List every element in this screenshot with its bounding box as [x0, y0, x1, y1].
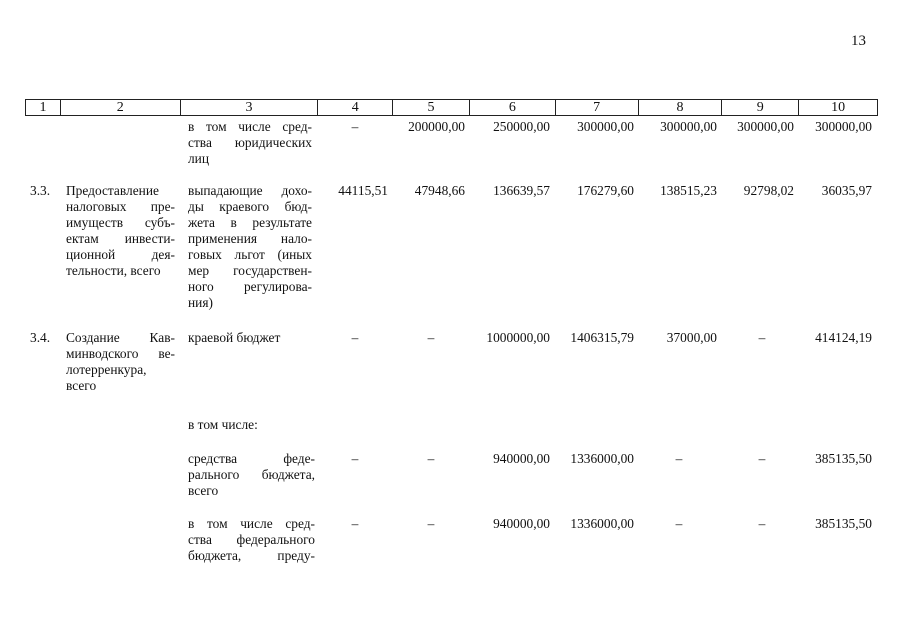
row-4-col-9: –	[758, 451, 766, 466]
desc-line: ства федерального	[188, 532, 315, 547]
header-col-4: 4	[318, 100, 393, 115]
desc-line: всего	[188, 483, 219, 498]
name-line: Предоставление	[66, 183, 159, 198]
row-5-col-10: 385135,50	[815, 516, 872, 531]
desc-line: рального бюджета,	[188, 467, 315, 482]
header-col-1: 1	[26, 100, 61, 115]
row-4-col-7: 1336000,00	[570, 451, 634, 466]
desc-line: ного регулирова-	[188, 279, 312, 294]
header-col-2: 2	[61, 100, 181, 115]
row-2-col-8: 37000,00	[666, 330, 717, 345]
name-line: имуществ субъ-	[66, 215, 175, 230]
name-line: тельности, всего	[66, 263, 161, 278]
header-col-5: 5	[393, 100, 470, 115]
name-line: налоговых пре-	[66, 199, 175, 214]
row-1-col-10: 36035,97	[821, 183, 872, 198]
row-1-number: 3.3.	[30, 183, 51, 198]
row-5-col-9: –	[758, 516, 766, 531]
row-0-col-9: 300000,00	[737, 119, 794, 134]
row-2-col-6: 1000000,00	[486, 330, 550, 345]
desc-line: жета в результате	[188, 215, 312, 230]
row-5-col-5: –	[427, 516, 435, 531]
desc-line: в том числе сред-	[188, 516, 315, 531]
name-line: минводского ве-	[66, 346, 175, 361]
row-1-col-6: 136639,57	[493, 183, 550, 198]
row-2-description: краевой бюджет	[188, 330, 281, 345]
row-1-col-7: 176279,60	[577, 183, 634, 198]
table-header-row	[25, 99, 878, 116]
row-1-col-9: 92798,02	[743, 183, 794, 198]
row-3-description: в том числе:	[188, 417, 258, 432]
name-line: всего	[66, 378, 97, 393]
row-1-name	[66, 183, 175, 279]
header-col-6: 6	[470, 100, 556, 115]
row-2-name	[66, 330, 175, 394]
row-2-col-10: 414124,19	[815, 330, 872, 345]
row-4-description	[188, 451, 315, 499]
row-0-col-6: 250000,00	[493, 119, 550, 134]
row-0-col-5: 200000,00	[408, 119, 465, 134]
desc-line: средства феде-	[188, 451, 315, 466]
row-4-col-6: 940000,00	[493, 451, 550, 466]
name-line: лотерренкура,	[66, 362, 147, 377]
row-4-col-5: –	[427, 451, 435, 466]
row-2-col-5: –	[427, 330, 435, 345]
desc-line: в том числе сред-	[188, 119, 312, 134]
desc-line: мер государствен-	[188, 263, 312, 278]
row-2-col-9: –	[758, 330, 766, 345]
row-5-description	[188, 516, 315, 564]
name-line: ектам инвести-	[66, 231, 175, 246]
row-5-col-8: –	[675, 516, 683, 531]
row-4-col-10: 385135,50	[815, 451, 872, 466]
header-col-3: 3	[181, 100, 319, 115]
desc-line: лиц	[188, 151, 210, 166]
row-1-description	[188, 183, 312, 311]
row-0-col-8: 300000,00	[660, 119, 717, 134]
header-col-7: 7	[556, 100, 639, 115]
row-2-col-4: –	[351, 330, 359, 345]
row-4-col-8: –	[675, 451, 683, 466]
header-col-10: 10	[831, 100, 846, 115]
desc-line: говых льгот (иных	[188, 247, 312, 262]
row-2-number: 3.4.	[30, 330, 51, 345]
header-col-9: 9	[722, 100, 799, 115]
row-0-description	[188, 119, 312, 167]
page-number: 13	[851, 33, 866, 49]
row-4-col-4: –	[351, 451, 359, 466]
name-line: Создание Кав-	[66, 330, 175, 345]
header-col-8: 8	[639, 100, 723, 115]
row-2-col-7: 1406315,79	[570, 330, 634, 345]
desc-line: выпадающие дохо-	[188, 183, 312, 198]
desc-line: ства юридических	[188, 135, 312, 150]
desc-line: бюджета, преду-	[188, 548, 315, 563]
row-0-col-4: –	[351, 119, 359, 134]
row-1-col-8: 138515,23	[660, 183, 717, 198]
desc-line: ды краевого бюд-	[188, 199, 312, 214]
row-1-col-4: 44115,51	[338, 183, 388, 198]
row-5-col-6: 940000,00	[493, 516, 550, 531]
row-5-col-4: –	[351, 516, 359, 531]
row-0-col-7: 300000,00	[577, 119, 634, 134]
row-1-col-5: 47948,66	[414, 183, 465, 198]
row-0-col-10: 300000,00	[815, 119, 872, 134]
desc-line: ния)	[188, 295, 213, 310]
row-5-col-7: 1336000,00	[570, 516, 634, 531]
name-line: ционной дея-	[66, 247, 175, 262]
desc-line: применения нало-	[188, 231, 312, 246]
